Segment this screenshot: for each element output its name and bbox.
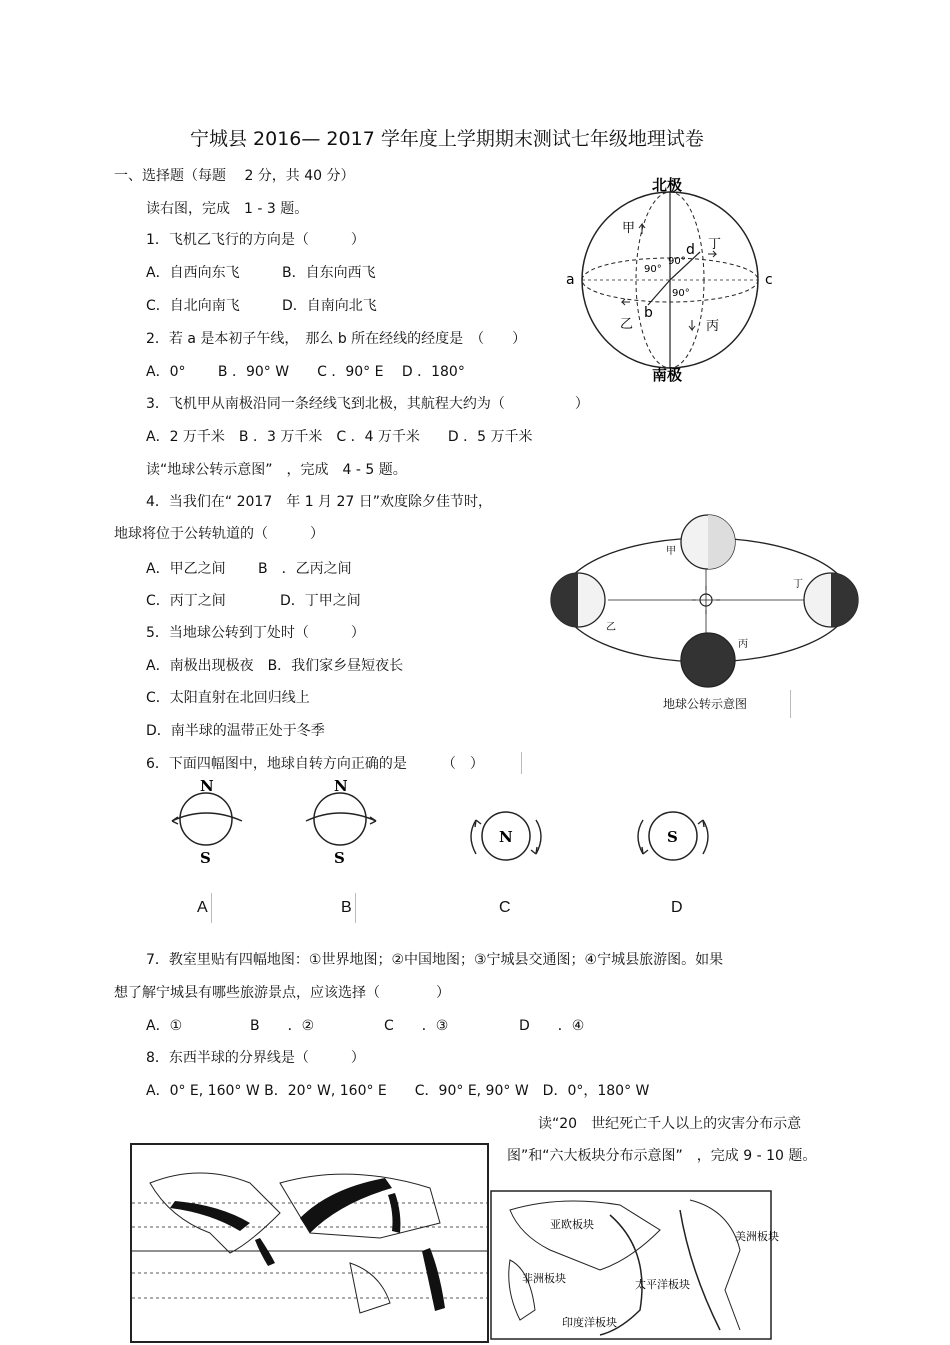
- svg-text:N: N: [334, 777, 348, 795]
- question-1: 1．飞机乙飞行的方向是（ ）: [146, 232, 365, 248]
- pos-yi: 乙: [606, 622, 616, 633]
- q7-option-b: B ．②: [250, 1018, 315, 1034]
- label-s: S: [200, 849, 211, 867]
- revolution-caption: 地球公转示意图: [663, 697, 748, 711]
- q4-option-a: A．甲乙之间: [146, 561, 226, 577]
- q4-option-b: B ．乙丙之间: [258, 561, 352, 577]
- north-pole-label: 北极: [652, 176, 683, 194]
- read-instruction-1: 读右图，完成 1 - 3 题。: [146, 201, 309, 217]
- plate-eurasian: 亚欧板块: [550, 1218, 594, 1231]
- figure-label-a: A: [197, 899, 208, 916]
- point-a: a: [566, 272, 575, 288]
- svg-text:N: N: [499, 828, 513, 846]
- plane-yi: 乙: [620, 317, 634, 332]
- q1-option-c: C．自北向南飞: [146, 298, 240, 314]
- plate-pacific: 太平洋板块: [635, 1278, 690, 1291]
- q5-option-c: C．太阳直射在北回归线上: [146, 690, 310, 706]
- figure-label-b: B: [341, 899, 352, 916]
- point-d: d: [686, 242, 695, 258]
- figure-label-d: D: [671, 899, 683, 916]
- read-instruction-3-line1: 读“20 世纪死亡千人以上的灾害分布示意: [538, 1116, 802, 1132]
- disaster-map: [130, 1143, 490, 1343]
- q1-option-b: B．自东向西飞: [282, 265, 376, 281]
- plate-american: 美洲板块: [735, 1230, 779, 1243]
- question-7-line1: 7．教室里贴有四幅地图：①世界地图；②中国地图；③宁城县交通图；④宁城县旅游图。如果: [146, 952, 724, 968]
- plate-african: 非洲板块: [522, 1272, 566, 1285]
- rotation-figure-b: [298, 775, 398, 870]
- q7-option-d: D ．④: [519, 1018, 585, 1034]
- q2-options: A．0° B ．90° W C ．90° E D ．180°: [146, 364, 465, 380]
- label-n: N: [200, 777, 214, 795]
- pos-ding: 丁: [793, 579, 803, 590]
- rotation-figure-c: [460, 800, 555, 870]
- svg-text:S: S: [667, 828, 678, 846]
- figure-label-c: C: [499, 899, 511, 916]
- pos-jia: 甲: [666, 546, 676, 557]
- q3-options: A．2 万千米 B ．3 万千米 C ．4 万千米 D ．5 万千米: [146, 429, 533, 445]
- svg-text:S: S: [334, 849, 345, 867]
- plate-indian: 印度洋板块: [562, 1316, 617, 1329]
- question-3: 3．飞机甲从南极沿同一条经线飞到北极，其航程大约为（ ）: [146, 396, 589, 412]
- rotation-figure-d: [627, 800, 722, 870]
- rotation-figure-a: [160, 775, 260, 870]
- q7-option-c: C ．③: [384, 1018, 449, 1034]
- plane-jia: 甲: [622, 221, 636, 236]
- plates-map: [490, 1190, 779, 1340]
- q5-option-d: D．南半球的温带正处于冬季: [146, 723, 325, 739]
- question-2: 2．若 a 是本初子午线， 那么 b 所在经线的经度是 （ ）: [146, 331, 527, 347]
- question-7-line2: 想了解宁城县有哪些旅游景点，应该选择（ ）: [114, 985, 450, 1001]
- page-title: 宁城县 2016— 2017 学年度上学期期末测试七年级地理试卷: [190, 128, 704, 150]
- section-heading: 一、选择题（每题 2 分，共 40 分）: [114, 168, 355, 184]
- plane-ding: 丁: [708, 237, 722, 252]
- point-c: c: [765, 272, 773, 288]
- south-pole-label: 南极: [652, 366, 683, 384]
- svg-text:90°: 90°: [644, 264, 662, 275]
- q5-option-ab: A．南极出现极夜 B．我们家乡昼短夜长: [146, 658, 404, 674]
- point-b: b: [644, 305, 653, 321]
- question-4-line2: 地球将位于公转轨道的（ ）: [114, 526, 324, 542]
- read-instruction-2: 读“地球公转示意图” ，完成 4 - 5 题。: [146, 462, 407, 478]
- q1-option-d: D．自南向北飞: [282, 298, 377, 314]
- q7-option-a: A．①: [146, 1018, 183, 1034]
- plane-bing: 丙: [706, 319, 720, 334]
- q4-option-c: C．丙丁之间: [146, 593, 226, 609]
- svg-text:90°: 90°: [668, 256, 686, 267]
- pos-bing: 丙: [738, 639, 748, 650]
- q4-option-d: D．丁甲之间: [280, 593, 361, 609]
- question-8: 8．东西半球的分界线是（ ）: [146, 1050, 365, 1066]
- question-4-line1: 4．当我们在“ 2017 年 1 月 27 日”欢度除夕佳节时，: [146, 494, 493, 510]
- globe-figure: [560, 172, 785, 387]
- q8-options: A．0° E, 160° W B．20° W, 160° E C．90° E, 90° W D．0°，180° W: [146, 1083, 650, 1099]
- question-5: 5．当地球公转到丁处时（ ）: [146, 625, 365, 641]
- question-6: 6．下面四幅图中，地球自转方向正确的是 （ ）: [146, 756, 484, 772]
- svg-text:90°: 90°: [672, 288, 690, 299]
- q1-option-a: A．自西向东飞: [146, 265, 240, 281]
- read-instruction-3-line2: 图”和“六大板块分布示意图” ，完成 9 - 10 题。: [507, 1148, 817, 1164]
- revolution-figure: [548, 512, 863, 717]
